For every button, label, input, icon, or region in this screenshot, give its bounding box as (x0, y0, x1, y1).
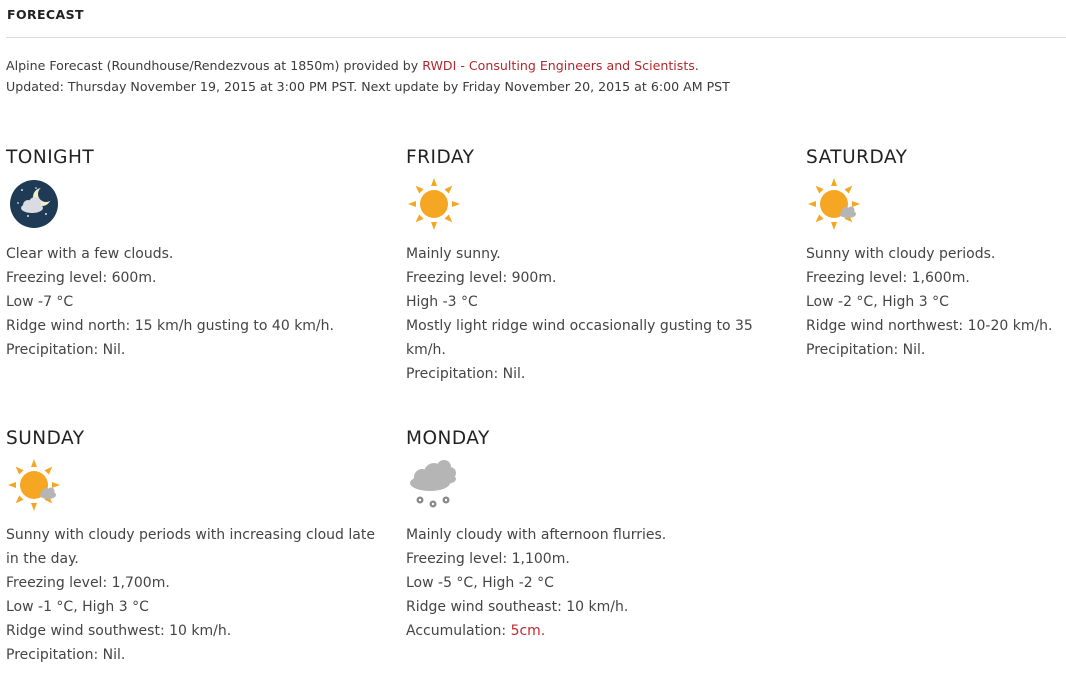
freezing-level: Freezing level: 1,600m. (806, 270, 970, 286)
precipitation: Precipitation: Nil. (406, 366, 526, 382)
provider-text: Alpine Forecast (Roundhouse/Rendezvous at 1850m) provided by (6, 58, 423, 73)
freezing-level: Freezing level: 900m. (406, 270, 557, 286)
forecast-day-monday (406, 428, 778, 643)
accumulation-label: Accumulation: (406, 623, 511, 639)
ridge-wind: Mostly light ridge wind occasionally gusting to 35 km/h. (406, 318, 753, 358)
freezing-level: Freezing level: 1,700m. (6, 575, 170, 591)
day-name: FRIDAY (406, 147, 475, 168)
ridge-wind: Ridge wind northwest: 10-20 km/h. (806, 318, 1053, 334)
summary: Mainly sunny. (406, 246, 501, 262)
summary: Clear with a few clouds. (6, 246, 174, 262)
forecast-day-friday (406, 147, 778, 386)
provider-line (6, 55, 730, 76)
day-name: MONDAY (406, 428, 490, 449)
accumulation-value: 5cm. (510, 623, 546, 639)
summary: Sunny with cloudy periods. (806, 246, 996, 262)
forecast-day-sunday (6, 428, 378, 667)
freezing-level: Freezing level: 600m. (6, 270, 157, 286)
precipitation: Precipitation: Nil. (6, 647, 126, 663)
provider-suffix: . (694, 58, 699, 73)
summary: Mainly cloudy with afternoon flurries. (406, 527, 667, 543)
accumulation (406, 619, 778, 643)
forecast-details (406, 242, 778, 386)
forecast-details (6, 523, 378, 667)
temperature: Low -7 °C (6, 294, 74, 310)
precipitation: Precipitation: Nil. (806, 342, 926, 358)
forecast-details (6, 242, 378, 362)
sun-cloud-icon (6, 457, 62, 513)
summary: Sunny with cloudy periods with increasing cloud late in the day. (6, 527, 375, 567)
forecast-day-saturday (806, 147, 1064, 362)
temperature: Low -1 °C, High 3 °C (6, 599, 149, 615)
temperature: Low -2 °C, High 3 °C (806, 294, 949, 310)
temperature: High -3 °C (406, 294, 478, 310)
forecast-details (806, 242, 1064, 362)
freezing-level: Freezing level: 1,100m. (406, 551, 570, 567)
section-title: FORECAST (7, 7, 84, 22)
updated-line: Updated: Thursday November 19, 2015 at 3:00 PM PST. Next update by Friday November 20, 2015 at 6:00 AM PST (6, 79, 730, 94)
sun-cloud-icon (806, 176, 862, 232)
night-cloud-icon (6, 176, 62, 232)
temperature: Low -5 °C, High -2 °C (406, 575, 554, 591)
forecast-intro (6, 55, 730, 97)
forecast-details (406, 523, 778, 643)
provider-link[interactable]: RWDI - Consulting Engineers and Scientists (422, 58, 695, 73)
divider (6, 37, 1066, 38)
sun-icon (406, 176, 462, 232)
day-name: TONIGHT (6, 147, 95, 168)
cloud-snow-icon (406, 457, 462, 513)
ridge-wind: Ridge wind southwest: 10 km/h. (6, 623, 232, 639)
forecast-day-tonight (6, 147, 378, 362)
ridge-wind: Ridge wind southeast: 10 km/h. (406, 599, 629, 615)
ridge-wind: Ridge wind north: 15 km/h gusting to 40 km/h. (6, 318, 334, 334)
precipitation: Precipitation: Nil. (6, 342, 126, 358)
day-name: SATURDAY (806, 147, 908, 168)
day-name: SUNDAY (6, 428, 85, 449)
